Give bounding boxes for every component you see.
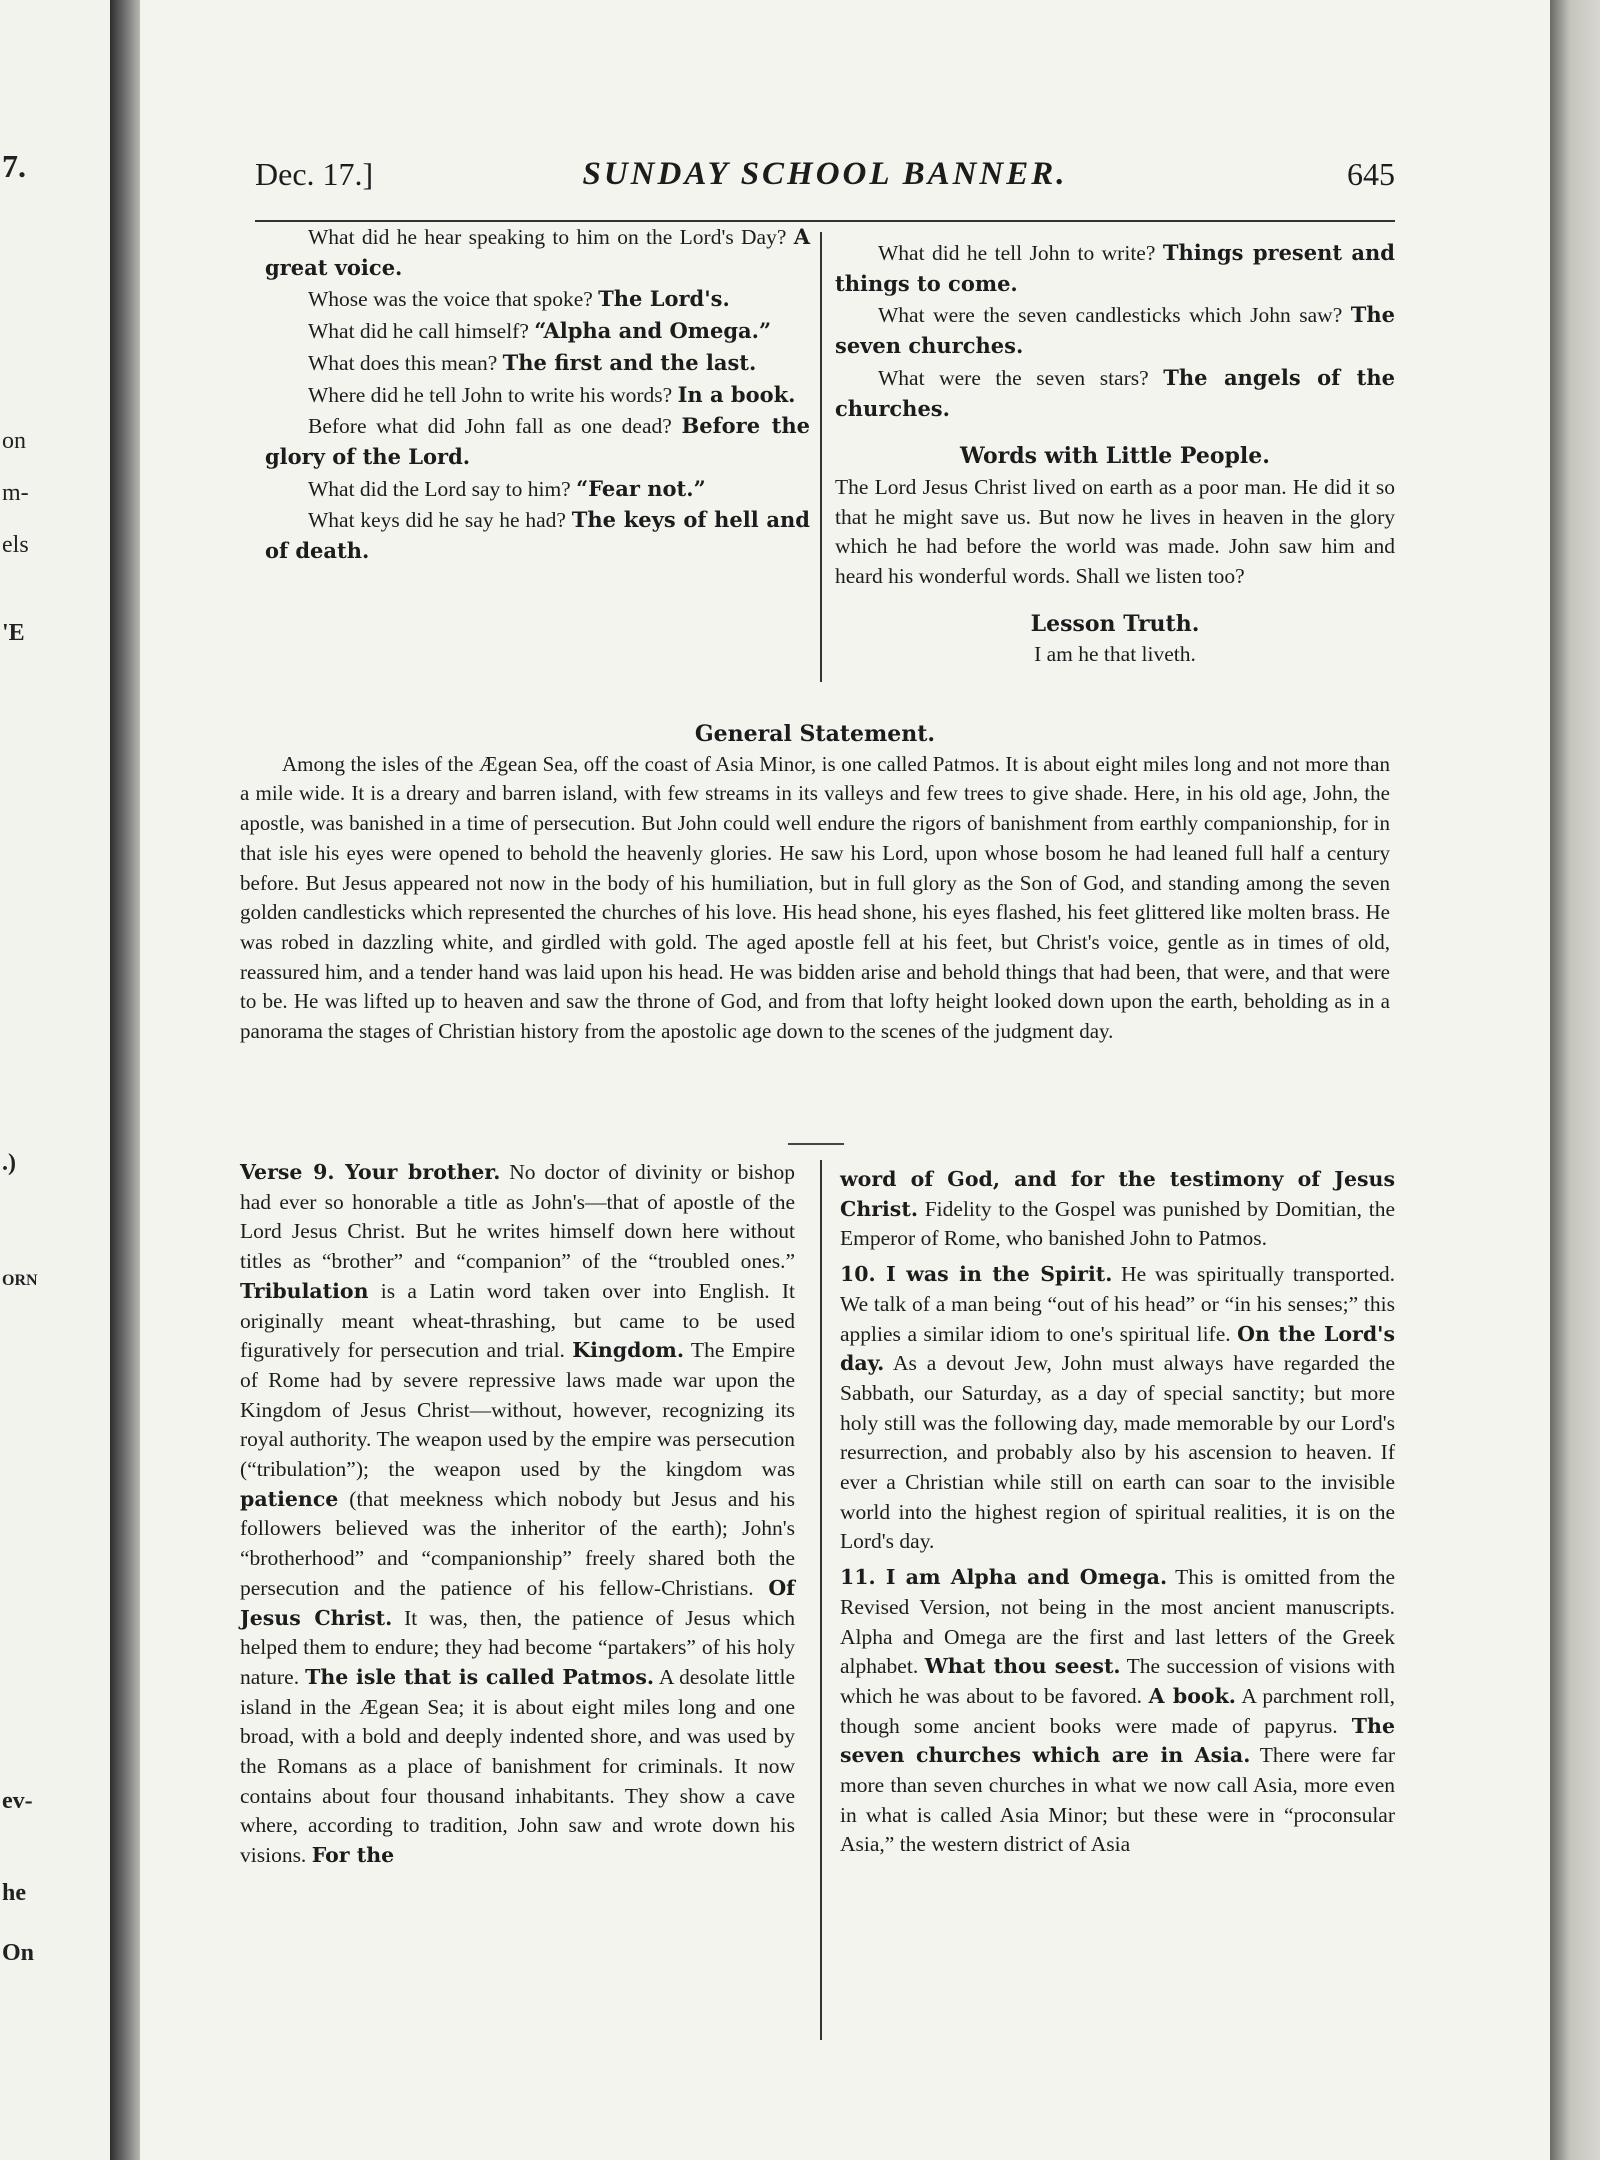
note-text: He was spiritually transported. We talk of a man being “out of his head” or “in his senses;” this applies a similar idiom to one's spiritual life. [840, 1262, 1395, 1346]
book-gutter [110, 0, 140, 2160]
note-text: The Empire of Rome had by severe repressive laws made war upon the Kingdom of Jesus Christ—without, however, recognizing its royal authority. The weapon used by the empire was persecution (“tribulation”); the weapon used by the kingdom was [240, 1338, 795, 1482]
page-edge [1550, 0, 1600, 2160]
note-keyword: patience [240, 1486, 339, 1511]
qa-item: What were the seven candlesticks which John saw? The seven churches. [835, 302, 1396, 359]
qa-item: What did he tell John to write? Things present and things to come. [835, 240, 1395, 296]
little-people-text: The Lord Jesus Christ lived on earth as a poor man. He did it so that he might save us. But now he lives in heaven in the glory which he had before the world was made. John saw him and heard his wonderful words. Shall we listen too? [835, 474, 1395, 589]
note-text: There were far more than seven churches in what we now call Asia, more even in what is called Asia Minor; but these were in “proconsular Asia,” the western district of Asia [840, 1743, 1396, 1857]
qa-item: What does this mean? The first and the last. [308, 349, 757, 375]
note-text: It was, then, the patience of Jesus which helped them to endure; they had become “partakers” of his holy nature. [240, 1605, 795, 1689]
note-keyword: On the Lord's day. [840, 1321, 1395, 1376]
note-keyword: What thou seest. [924, 1654, 1121, 1679]
column-rule-bottom [820, 1160, 822, 2040]
notes-paragraph [840, 1563, 1395, 1860]
note-keyword: word of God, and for the testimony of Jesus Christ. [840, 1167, 1395, 1221]
prev-page-fragment: m- [2, 480, 29, 506]
prev-page-fragment: .) [2, 1150, 16, 1176]
note-keyword: A book. [1148, 1683, 1236, 1708]
note-keyword: The isle that is called Patmos. [305, 1664, 655, 1689]
section-divider [788, 1143, 844, 1145]
note-keyword: 11. I am Alpha and Omega. [840, 1565, 1168, 1590]
note-text: A desolate little island in the Ægean Sea; it is about eight miles long and one broad, with a bold and deeply indented shore, and was used by the Romans as a place of banishment for criminals. It now contains about four thousand inhabitants. They show a cave where, according to tradition, John saw and wrote down his visions. [240, 1664, 795, 1868]
note-keyword: For the [311, 1843, 395, 1868]
prev-page-fragment: 'E [2, 620, 25, 646]
note-keyword: Tribulation [240, 1278, 369, 1303]
note-text: As a devout Jew, John must always have regarded the Sabbath, our Saturday, as a day of special sanctity; but more holy still was the following day, made memorable by our Lord's resurrection, and probably also by his ascension to heaven. If ever a Christian while still on earth can soar to the invisible world into the highest region of spiritual realities, it is on the Lord's day. [840, 1351, 1395, 1554]
note-keyword: 10. I was in the Spirit. [840, 1262, 1113, 1287]
notes-paragraph [240, 1158, 795, 1871]
note-keyword: Kingdom. [572, 1338, 684, 1363]
prev-page-fragment: ORN [2, 1272, 38, 1289]
header-title: SUNDAY SCHOOL BANNER. [582, 156, 1068, 192]
prev-page-fragment: els [2, 532, 29, 558]
note-text: This is omitted from the Revised Version, not being in the most ancient manuscripts. Alpha and Omega are the first and last letters of the Greek alphabet. [840, 1565, 1396, 1679]
page-number: 645 [1347, 156, 1395, 192]
prev-page-fragment: 7. [2, 148, 26, 184]
notes-paragraph [840, 1260, 1395, 1557]
little-people-heading: Words with Little People. [960, 443, 1270, 470]
notes-paragraph [840, 1165, 1395, 1254]
general-statement-heading: General Statement. [694, 721, 936, 747]
prev-page-fragment: he [2, 1880, 26, 1906]
note-text: The succession of visions with which he was about to be favored. [840, 1654, 1396, 1708]
note-keyword: Verse 9. Your brother. [240, 1160, 501, 1184]
note-text: is a Latin word taken over into English. It originally meant wheat-thrashing, but came to be used figuratively for persecution and trial. [240, 1278, 795, 1363]
prev-page-fragment: On [2, 1940, 35, 1966]
note-keyword: Of Jesus Christ. [240, 1575, 795, 1630]
qa-item: What did the Lord say to him? “Fear not.” [308, 475, 706, 501]
qa-item: Before what did John fall as one dead? Before the glory of the Lord. [265, 413, 810, 469]
prev-page-fragment: ev- [2, 1788, 33, 1814]
qa-left-column [265, 222, 810, 567]
qa-item: Where did he tell John to write his words? In a book. [308, 381, 796, 407]
qa-item: What keys did he say he had? The keys of hell and of death. [265, 507, 810, 564]
qa-item: What did he hear speaking to him on the Lord's Day? A great voice. [265, 224, 811, 280]
qa-item: What did he call himself? “Alpha and Omega.” [308, 318, 772, 344]
note-text: Fidelity to the Gospel was punished by Domitian, the Emperor of Rome, who banished John to Patmos. [840, 1196, 1395, 1251]
prev-page-fragment: on [2, 428, 26, 454]
general-statement [240, 720, 1390, 1047]
book-page [140, 0, 1550, 2160]
header-date: Dec. 17.] [255, 156, 374, 192]
note-keyword: The seven churches which are in Asia. [840, 1713, 1395, 1768]
notes-left-column [240, 1158, 795, 1871]
notes-right-column [840, 1165, 1395, 1860]
note-text: A parchment roll, though some ancient books were made of papyrus. [840, 1683, 1395, 1738]
qa-right-column [835, 238, 1395, 670]
lesson-truth-heading: Lesson Truth. [1030, 610, 1200, 637]
qa-item: What were the seven stars? The angels of the churches. [835, 364, 1395, 421]
column-rule-top [820, 232, 822, 682]
running-header [255, 150, 1395, 210]
general-statement-text: Among the isles of the Ægean Sea, off the coast of Asia Minor, is one called Patmos. It is about eight miles long and not more than a mile wide. It is a dreary and barren island, with few streams in its valleys and few trees to give shade. Here, in his old age, John, the apostle, was banished in a time of persecution. But John could well endure the rigors of banishment from earthly companionship, for in that isle his eyes were opened to behold the heavenly glories. He saw his Lord, upon whose bosom he had leaned full half a century before. But Jesus appeared not now in the body of his humiliation, but in full glory as the Son of God, and standing among the seven golden candlesticks which represented the churches of his love. His head shone, his eyes flashed, his feet glittered like molten brass. He was robed in dazzling white, and girdled with gold. The aged apostle fell at his feet, but Christ's voice, gentle as in times of old, reassured him, and a tender hand was laid upon his head. He was bidden arise and behold things that had been, that were, and that were to be. He was lifted up to heaven and saw the throne of God, and from that lofty height looked down upon the earth, beholding as in a panorama the stages of Christian history from the apostolic age down to the scenes of the judgment day. [240, 751, 1390, 1044]
note-text: (that meekness which nobody but Jesus and his followers believed was the inheritor of the earth); John's “brotherhood” and “companionship” freely shared both the persecution and the patience of his fellow-Christians. [240, 1486, 795, 1600]
note-text: No doctor of divinity or bishop had ever so honorable a title as John's—that of apostle of the Lord Jesus Christ. But he writes himself down here without titles as “brother” and “companion” of the “troubled ones.” [240, 1160, 795, 1274]
qa-item: Whose was the voice that spoke? The Lord's. [308, 286, 730, 312]
lesson-truth-text: I am he that liveth. [1034, 642, 1196, 667]
previous-page-margin [0, 0, 110, 2160]
